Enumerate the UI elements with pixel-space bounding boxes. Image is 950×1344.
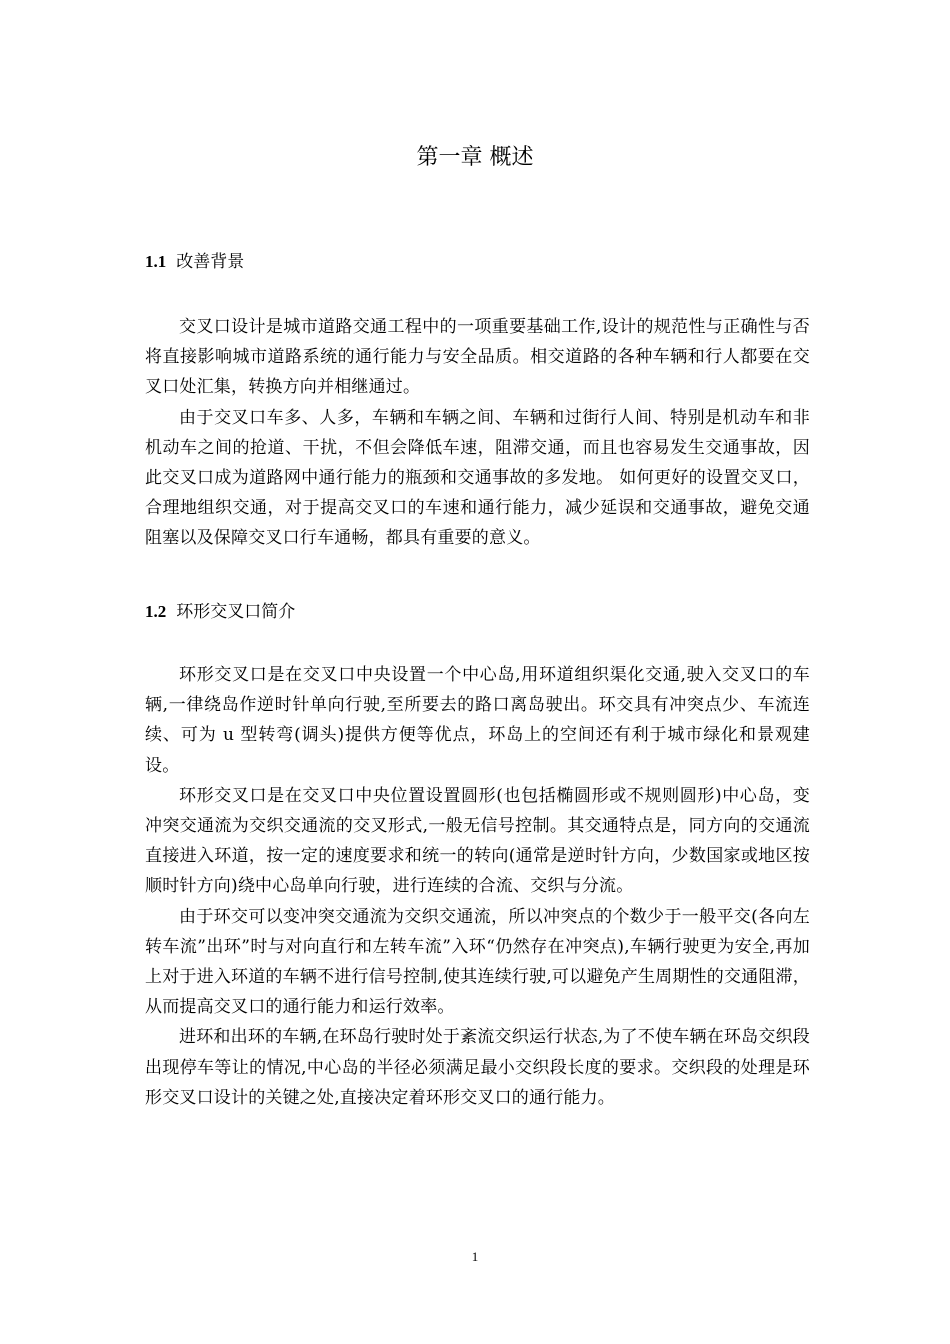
chapter-title: 第一章 概述 [416, 145, 534, 170]
section-title: 环形交叉口简介 [176, 602, 296, 622]
section-heading-1-1 [145, 250, 244, 274]
section-body-1-1 [145, 312, 810, 554]
paragraph: 环形交叉口是在交叉口中央设置一个中心岛,用环道组织渠化交通,驶入交叉口的车辆,一律绕岛作逆时针单向行驶,至所要去的路口离岛驶出。环交具有冲突点少、车流连续、可为 u 型转弯(调头)提供方便等优点，环岛上的空间还有利于城市绿化和景观建设。 [145, 665, 810, 776]
paragraph: 由于环交可以变冲突交通流为交织交通流，所以冲突点的个数少于一般平交(各向左转车流”出环”时与对向直行和左转车流”入环“仍然存在冲突点),车辆行驶更为安全,再加上对于进入环道的车辆不进行信号控制,使其连续行驶,可以避免产生周期性的交通阻滞，从而提高交叉口的通行能力和运行效率。 [145, 906, 810, 1018]
paragraph: 由于交叉口车多、人多，车辆和车辆之间、车辆和过街行人间、特别是机动车和非机动车之间的抢道、干扰，不但会降低车速，阻滞交通，而且也容易发生交通事故，因此交叉口成为道路网中通行能力的瓶颈和交通事故的多发地。 如何更好的设置交叉口，合理地组织交通，对于提高交叉口的车速和通行能力，减少延误和交通事故，避免交通阻塞以及保障交叉口行车通畅，都具有重要的意义。 [145, 407, 810, 549]
section-heading-1-2 [145, 600, 295, 624]
paragraph: 交叉口设计是城市道路交通工程中的一项重要基础工作,设计的规范性与正确性与否将直接影响城市道路系统的通行能力与安全品质。相交道路的各种车辆和行人都要在交叉口处汇集，转换方向并相继通过。 [145, 317, 810, 398]
section-title: 改善背景 [176, 252, 245, 272]
paragraph: 进环和出环的车辆,在环岛行驶时处于紊流交织运行状态,为了不使车辆在环岛交织段出现停车等让的情况,中心岛的半径必须满足最小交织段长度的要求。交织段的处理是环形交叉口设计的关键之处,直接决定着环形交叉口的通行能力。 [145, 1027, 810, 1108]
section-number: 1.1 [145, 252, 167, 271]
section-body-1-2 [145, 660, 810, 1113]
page-number: 1 [471, 1249, 479, 1264]
section-number: 1.2 [145, 602, 167, 621]
paragraph: 环形交叉口是在交叉口中央位置设置圆形(也包括椭圆形或不规则圆形)中心岛，变冲突交通流为交织交通流的交叉形式,一般无信号控制。其交通特点是，同方向的交通流直接进入环道，按一定的速度要求和统一的转向(通常是逆时针方向，少数国家或地区按顺时针方向)绕中心岛单向行驶，进行连续的合流、交织与分流。 [145, 785, 810, 897]
